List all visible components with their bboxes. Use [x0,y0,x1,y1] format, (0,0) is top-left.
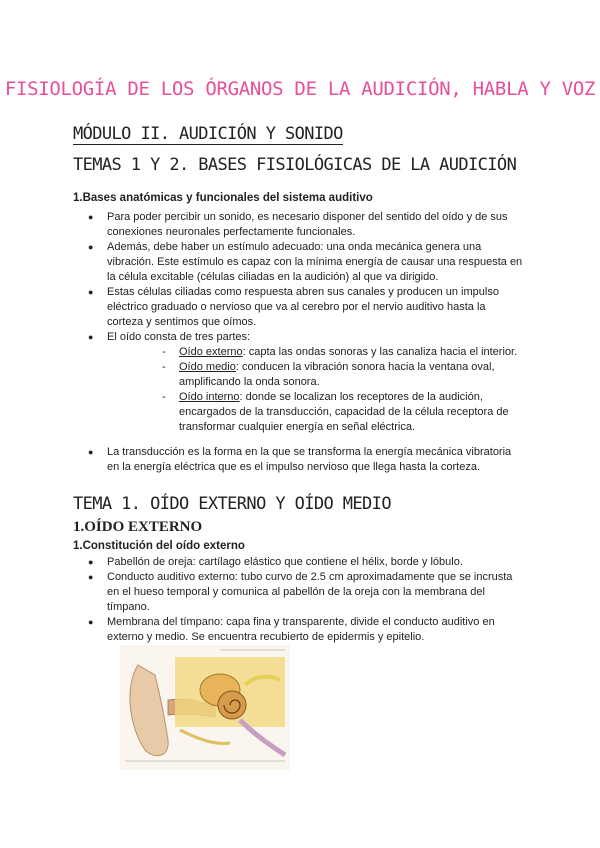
term-label: Oído externo [179,346,243,358]
sub-list-item [107,390,523,435]
list-item-text: Pabellón de oreja: cartílago elástico que contiene el hélix, borde y lóbulo. [107,556,463,568]
list-item [73,285,523,330]
bullet-icon: ● [88,447,94,457]
list-item [73,615,523,645]
term-description: : capta las ondas sonoras y las canaliza hacia el interior. [242,346,518,358]
constitution-bullet-list [73,555,523,645]
term-description: : conducen la vibración sonora hacia la ventana oval, amplificando la onda sonora. [179,361,495,388]
topics-heading: TEMAS 1 Y 2. BASES FISIOLÓGICAS DE LA AUDICIÓN [73,155,517,175]
dash-icon: - [162,361,166,373]
term-description: : donde se localizan los receptores de la audición, encargados de la transducción, capacidad de la célula receptora de transformar cualquier energía en señal eléctrica. [179,391,509,433]
section-heading: 1.Bases anatómicas y funcionales del sistema auditivo [73,192,373,204]
dash-icon: - [162,391,166,403]
subsection-heading: 1.OÍDO EXTERNO [73,519,203,535]
module-heading: MÓDULO II. AUDICIÓN Y SONIDO [73,124,343,144]
bullet-icon: ● [88,212,94,222]
list-item [73,210,523,240]
list-item [73,570,523,615]
topic-heading: TEMA 1. OÍDO EXTERNO Y OÍDO MEDIO [73,494,391,514]
list-item-text: Conducto auditivo externo: tubo curvo de 2.5 cm aproximadamente que se incrusta en el hueso temporal y comunica al pabellón de la oreja con la membrana del tímpano. [107,571,513,613]
section-bullet-list [73,210,523,435]
ear-anatomy-icon [120,645,290,770]
list-item-text: El oído consta de tres partes: [107,331,251,343]
term-label: Oído interno [179,391,240,403]
bullet-icon: ● [88,617,94,627]
dash-icon: - [162,346,166,358]
term-label: Oído medio [179,361,236,373]
sub-list-item [107,360,523,390]
ear-parts-list [107,345,523,435]
bullet-icon: ● [88,572,94,582]
transduction-bullet-list [73,445,523,475]
bullet-icon: ● [88,557,94,567]
list-item-text: Además, debe haber un estímulo adecuado: una onda mecánica genera una vibración. Este estímulo es capaz con la mínima energía de causar una respuesta en la célula excitable (células ciliadas en la audición) al que va dirigido. [107,241,523,283]
list-item [73,330,523,435]
bullet-icon: ● [88,242,94,252]
section-heading: 1.Constitución del oído externo [73,540,245,552]
ear-anatomy-illustration [120,645,290,770]
bullet-icon: ● [88,332,94,342]
list-item-text: Estas células ciliadas como respuesta abren sus canales y producen un impulso eléctrico graduado o nervioso que va al cerebro por el nervio auditivo hasta la corteza y sentimos que oímos. [107,286,499,328]
bullet-icon: ● [88,287,94,297]
list-item [73,555,523,570]
document-title: FISIOLOGÍA DE LOS ÓRGANOS DE LA AUDICIÓN, HABLA Y VOZ [4,78,596,100]
list-item [73,240,523,285]
list-item-text: Para poder percibir un sonido, es necesario disponer del sentido del oído y de sus conexiones neuronales perfectamente funcionales. [107,211,508,238]
list-item-text: La transducción es la forma en la que se transforma la energía mecánica vibratoria en la energía eléctrica que es el impulso nervioso que llega hasta la corteza. [107,446,512,473]
sub-list-item [107,345,523,360]
list-item-text: Membrana del tímpano: capa fina y transparente, divide el conducto auditivo en externo y medio. Se encuentra recubierto de epidermis y epitelio. [107,616,495,643]
list-item [73,445,523,475]
